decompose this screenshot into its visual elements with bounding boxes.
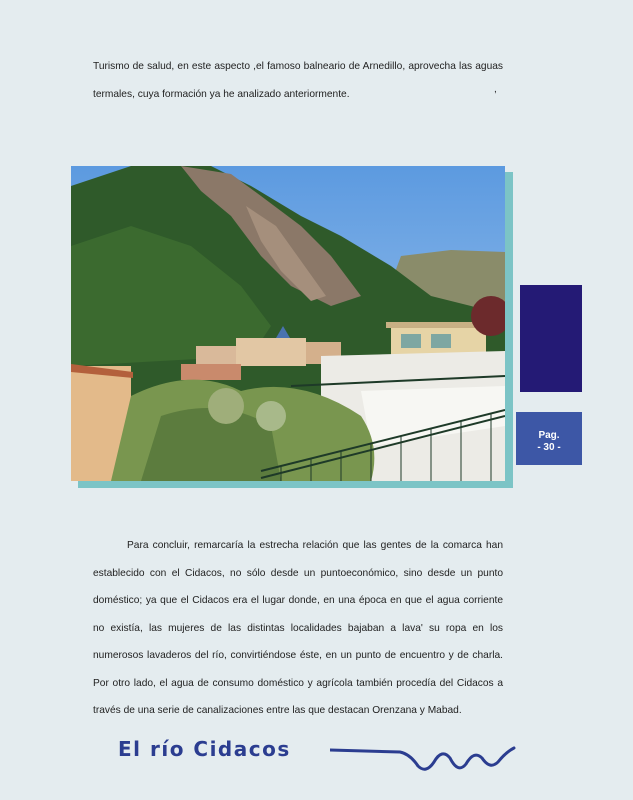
wave-decoration <box>330 740 520 776</box>
photo-balneario-arnedillo <box>71 166 505 481</box>
page-number-tab <box>516 412 582 465</box>
stray-mark: , <box>494 84 497 95</box>
conclusion-paragraph: Para concluir, remarcaría la estrecha relación que las gentes de la comarca han establecido con el Cidacos, no sólo desde un puntoeconómico, sino desde un punto doméstico; ya que el Cidacos era el lugar donde, en una época en que el agua corriente no existía, las mujeres de las distintas localidades bajaban a lava' su ropa en los numerosos lavaderos del río, convirtiéndose éste, en un punto de encuentro y de charla. Por otro lado, el agua de consumo doméstico y agrícola también procedía del Cidacos a través de una serie de canalizaciones entre las que destacan Orenzana y Mabad. <box>93 540 503 716</box>
page-number: - 30 - <box>537 442 561 453</box>
intro-paragraph: Turismo de salud, en este aspecto ,el famoso balneario de Arnedillo, aprovecha las aguas termales, cuya formación ya he analizado anteriormente. <box>93 61 503 100</box>
side-tab-decoration <box>520 285 582 392</box>
footer-title: El río Cidacos <box>118 737 291 761</box>
photo-illustration <box>71 166 505 481</box>
page-label: Pag. <box>538 430 560 441</box>
